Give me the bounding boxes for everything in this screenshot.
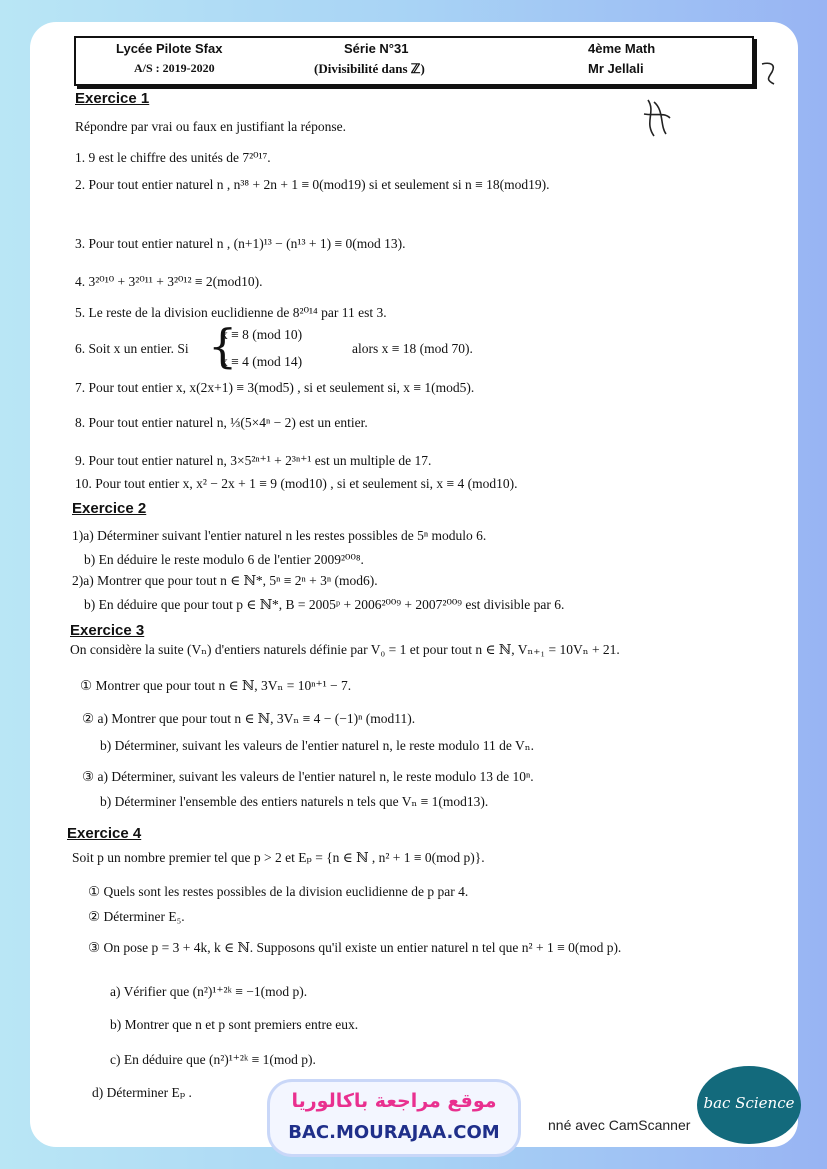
- ex1-q1: 1. 9 est le chiffre des unités de 7²⁰¹⁷.: [75, 150, 271, 165]
- ex1-q6-condition-1: x ≡ 8 (mod 10): [221, 327, 303, 342]
- ex4-q1: ① Quels sont les restes possibles de la division euclidienne de p par 4.: [88, 884, 469, 899]
- ex1-q2: 2. Pour tout entier naturel n , n³⁸ + 2n + 1 ≡ 0(mod19) si et seulement si n ≡ 18(mod19).: [75, 177, 550, 192]
- ex3-q1: ① Montrer que pour tout n ∈ ℕ, 3Vₙ = 10ⁿ⁺¹ − 7.: [80, 678, 352, 693]
- site-name-arabic: موقع مراجعة باكالوريا: [291, 1090, 497, 1112]
- exercise-4-title: Exercice 4: [67, 825, 142, 842]
- ex1-q6-start: 6. Soit x un entier. Si: [75, 341, 189, 356]
- ex3-q3a: ③ a) Déterminer, suivant les valeurs de l'entier naturel n, le reste modulo 13 de 10ⁿ.: [82, 769, 534, 784]
- ex4-qa: a) Vérifier que (n²)¹⁺²ᵏ ≡ −1(mod p).: [110, 984, 308, 999]
- ex4-q3: ③ On pose p = 3 + 4k, k ∈ ℕ. Supposons qu'il existe un entier naturel n tel que n² + 1 ≡ 0(mod p).: [88, 940, 622, 955]
- exercise-3-title: Exercice 3: [70, 622, 145, 639]
- bac-science-badge: [697, 1066, 801, 1144]
- site-url[interactable]: BAC.MOURAJAA.COM: [288, 1122, 500, 1143]
- ex2-q1b: b) En déduire le reste modulo 6 de l'entier 2009²⁰⁰⁸.: [84, 552, 364, 567]
- ex4-qb: b) Montrer que n et p sont premiers entre eux.: [110, 1017, 359, 1032]
- ex1-intro: Répondre par vrai ou faux en justifiant la réponse.: [75, 119, 347, 134]
- ex4-intro: Soit p un nombre premier tel que p > 2 et Eₚ = {n ∈ ℕ , n² + 1 ≡ 0(mod p)}.: [72, 850, 485, 865]
- ex1-q5: 5. Le reste de la division euclidienne de 8²⁰¹⁴ par 11 est 3.: [75, 305, 387, 320]
- ex1-q7: 7. Pour tout entier x, x(2x+1) ≡ 3(mod5) , si et seulement si, x ≡ 1(mod5).: [75, 380, 475, 395]
- badge-label: bac Science: [703, 1094, 795, 1112]
- ex1-q9: 9. Pour tout entier naturel n, 3×5²ⁿ⁺¹ + 2³ⁿ⁺¹ est un multiple de 17.: [75, 453, 432, 468]
- handwritten-scribble: [638, 92, 678, 142]
- ex3-intro: On considère la suite (Vₙ) d'entiers naturels définie par V₀ = 1 et pour tout n ∈ ℕ, Vₙ₊₁ = 10Vₙ + 21.: [70, 642, 620, 657]
- site-banner[interactable]: [270, 1082, 518, 1154]
- corner-scribble: [758, 58, 782, 88]
- ex1-q10: 10. Pour tout entier x, x² − 2x + 1 ≡ 9 (mod10) , si et seulement si, x ≡ 4 (mod10).: [75, 476, 518, 491]
- ex1-q6-end: alors x ≡ 18 (mod 70).: [352, 341, 473, 356]
- ex2-q2a: 2)a) Montrer que pour tout n ∈ ℕ*, 5ⁿ ≡ 2ⁿ + 3ⁿ (mod6).: [72, 573, 378, 588]
- ex1-q8: 8. Pour tout entier naturel n, ⅓(5×4ⁿ − 2) est un entier.: [75, 415, 368, 430]
- ex4-qd: d) Déterminer Eₚ .: [92, 1085, 192, 1100]
- ex4-qc: c) En déduire que (n²)¹⁺²ᵏ ≡ 1(mod p).: [110, 1052, 316, 1067]
- ex3-q2b: b) Déterminer, suivant les valeurs de l'entier naturel n, le reste modulo 11 de Vₙ.: [100, 738, 534, 753]
- ex3-q2a: ② a) Montrer que pour tout n ∈ ℕ, 3Vₙ ≡ 4 − (−1)ⁿ (mod11).: [82, 711, 416, 726]
- exercise-1-title: Exercice 1: [75, 90, 150, 107]
- ex1-q6-condition-2: x ≡ 4 (mod 14): [221, 354, 303, 369]
- school-name: Lycée Pilote Sfax: [116, 41, 223, 56]
- exam-sheet: [30, 22, 798, 1147]
- class-level: 4ème Math: [588, 41, 656, 56]
- ex2-q2b: b) En déduire que pour tout p ∈ ℕ*, B = 2005ᵖ + 2006²⁰⁰⁹ + 2007²⁰⁰⁹ est divisible par 6.: [84, 597, 565, 612]
- ex4-q2: ② Déterminer E₅.: [88, 909, 185, 924]
- teacher-name: Mr Jellali: [588, 61, 644, 76]
- ex3-q3b: b) Déterminer l'ensemble des entiers naturels n tels que Vₙ ≡ 1(mod13).: [100, 794, 489, 809]
- exercise-2-title: Exercice 2: [72, 500, 147, 517]
- school-year: A/S : 2019-2020: [134, 61, 215, 75]
- ex1-q4: 4. 3²⁰¹⁰ + 3²⁰¹¹ + 3²⁰¹² ≡ 2(mod10).: [75, 274, 263, 289]
- camscanner-watermark: nné avec CamScanner: [548, 1117, 691, 1133]
- ex2-q1a: 1)a) Déterminer suivant l'entier naturel n les restes possibles de 5ⁿ modulo 6.: [72, 528, 487, 543]
- series-number: Série N°31: [344, 41, 409, 56]
- system-brace: {: [208, 319, 238, 373]
- header-box: [74, 36, 754, 86]
- ex1-q3: 3. Pour tout entier naturel n , (n+1)¹³ − (n¹³ + 1) ≡ 0(mod 13).: [75, 236, 406, 251]
- series-topic: (Divisibilité dans ℤ): [314, 61, 425, 76]
